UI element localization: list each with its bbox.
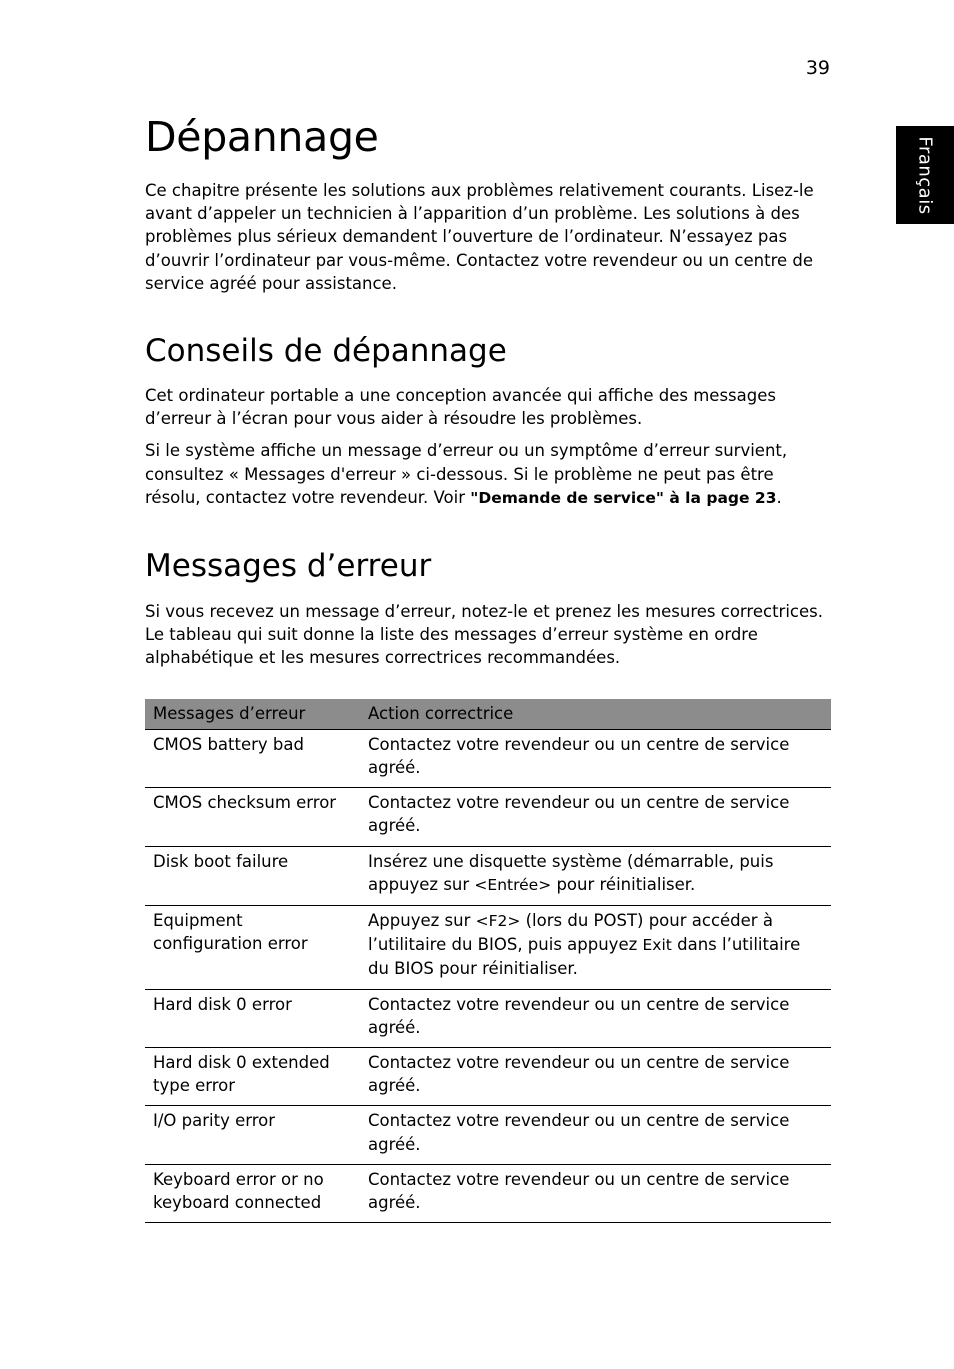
action-cell: Contactez votre revendeur ou un centre de service agréé. [360, 1164, 831, 1222]
error-cell: CMOS checksum error [145, 788, 360, 846]
error-cell: Hard disk 0 error [145, 989, 360, 1047]
conseils-paragraph-2-end: . [776, 487, 782, 507]
page-content [145, 110, 831, 1223]
table-row [145, 846, 831, 905]
error-table [145, 699, 831, 1224]
table-row [145, 906, 831, 990]
action-cell: Contactez votre revendeur ou un centre de service agréé. [360, 1048, 831, 1106]
table-header-error: Messages d’erreur [145, 699, 360, 730]
table-row [145, 1164, 831, 1222]
error-cell: Hard disk 0 extended type error [145, 1048, 360, 1106]
page-title: Dépannage [145, 113, 379, 161]
table-row [145, 989, 831, 1047]
action-cell [360, 846, 831, 905]
error-cell: Disk boot failure [145, 846, 360, 905]
action-cell [360, 906, 831, 990]
conseils-paragraph-2 [145, 439, 831, 510]
action-text: (lors du POST) pour accéder à l’utilitaire du BIOS, puis appuyez [368, 911, 773, 955]
conseils-paragraph-1: Cet ordinateur portable a une conception avancée qui affiche des messages d’erreur à l’écran pour vous aider à résoudre les problèmes. [145, 386, 776, 429]
error-cell: Keyboard error or no keyboard connected [145, 1164, 360, 1222]
language-tab [896, 126, 954, 224]
key-label: <Entrée> [474, 875, 552, 894]
key-label: Exit [642, 936, 672, 955]
table-row [145, 1048, 831, 1106]
action-cell: Contactez votre revendeur ou un centre de service agréé. [360, 788, 831, 846]
table-header-row [145, 699, 831, 730]
section-heading-messages: Messages d’erreur [145, 548, 432, 585]
table-row [145, 788, 831, 846]
key-label: <F2> [475, 912, 521, 931]
action-text: Insérez une disquette système (démarrable, puis appuyez sur [368, 851, 774, 894]
action-text: pour réinitialiser. [551, 874, 696, 894]
action-text: Appuyez sur [368, 911, 476, 931]
messages-paragraph: Si vous recevez un message d’erreur, notez-le et prenez les mesures correctrices. Le tableau qui suit donne la liste des messages d’erreur système en ordre alphabétique et les mesures correctrices recommandées. [145, 602, 823, 668]
action-cell: Contactez votre revendeur ou un centre de service agréé. [360, 989, 831, 1047]
table-header-action: Action correctrice [360, 699, 831, 730]
section-heading-conseils: Conseils de dépannage [145, 333, 507, 370]
service-link[interactable]: "Demande de service" à la page 23 [470, 488, 777, 507]
error-cell: I/O parity error [145, 1106, 360, 1164]
conseils-paragraph-2-text: Si le système affiche un message d’erreur ou un symptôme d’erreur survient, consultez « Messages d'erreur » ci-dessous. Si le problème ne peut pas être résolu, contactez votre revendeur. Voir [145, 441, 788, 507]
table-row [145, 1106, 831, 1164]
action-text: dans l’utilitaire du BIOS pour réinitialiser. [368, 935, 801, 979]
language-tab-label: Français [914, 135, 936, 215]
error-cell: CMOS battery bad [145, 729, 360, 787]
action-cell: Contactez votre revendeur ou un centre de service agréé. [360, 729, 831, 787]
action-cell: Contactez votre revendeur ou un centre de service agréé. [360, 1106, 831, 1164]
error-cell: Equipment configuration error [145, 906, 360, 990]
intro-paragraph: Ce chapitre présente les solutions aux problèmes relativement courants. Lisez-le avant d’appeler un technicien à l’apparition d’un problème. Les solutions à des problèmes plus sérieux demandent l’ouverture de l’ordinateur. N’essayez pas d’ouvrir l’ordinateur par vous-même. Contactez votre revendeur ou un centre de service agréé pour assistance. [145, 181, 814, 293]
page-number: 39 [805, 57, 830, 79]
table-row [145, 729, 831, 787]
